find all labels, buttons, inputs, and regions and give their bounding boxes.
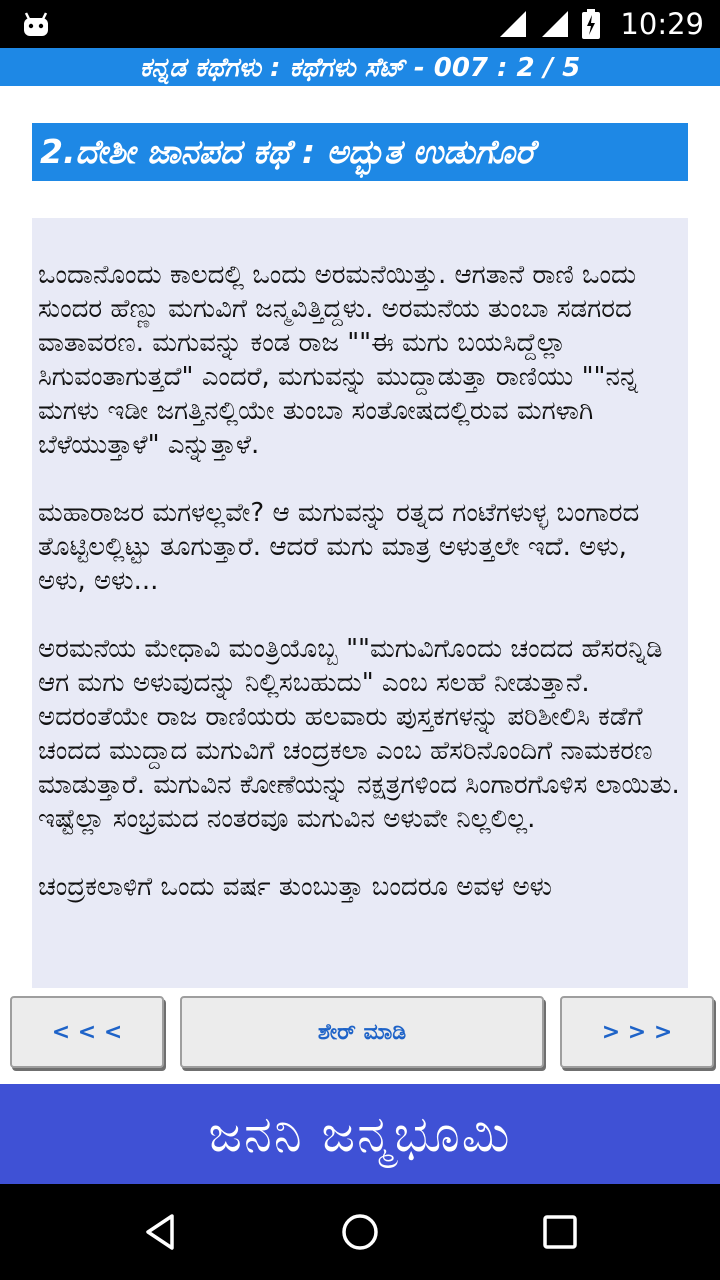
- previous-button[interactable]: < < <: [10, 996, 164, 1068]
- battery-charging-icon: [582, 9, 600, 39]
- app-title-bar: ಕನ್ನಡ ಕಥೆಗಳು : ಕಥೆಗಳು ಸೆಟ್ - 007 : 2 / 5: [0, 48, 720, 86]
- story-paragraph: ಚಂದ್ರಕಲಾಳಿಗೆ ಒಂದು ವರ್ಷ ತುಂಬುತ್ತಾ ಬಂದರೂ ಅವಳ ಅಳು: [38, 872, 553, 902]
- home-icon[interactable]: [338, 1210, 382, 1254]
- back-icon[interactable]: [138, 1210, 182, 1254]
- recents-icon[interactable]: [538, 1210, 582, 1254]
- story-paragraph: ಮಹಾರಾಜರ ಮಗಳಲ್ಲವೇ? ಆ ಮಗುವನ್ನು ರತ್ನದ ಗಂಟೆಗಳುಳ್ಳ ಬಂಗಾರದ ತೊಟ್ಟಿಲಲ್ಲಿಟ್ಟು ತೂಗುತ್ತಾರೆ. ಆದರೆ ಮಗು ಮಾತ್ರ ಅಳುತ್ತಲೇ ಇದೆ. ಅಳು, ಅಳು, ಅಳು...: [38, 498, 640, 596]
- story-controls: [0, 988, 720, 1084]
- story-paragraph: ಅರಮನೆಯ ಮೇಧಾವಿ ಮಂತ್ರಿಯೊಬ್ಬ ""ಮಗುವಿಗೊಂದು ಚಂದದ ಹೆಸರನ್ನಿಡಿ ಆಗ ಮಗು ಅಳುವುದನ್ನು ನಿಲ್ಲಿಸಬಹುದು" ಎಂಬ ಸಲಹೆ ನೀಡುತ್ತಾನೆ. ಅದರಂತೆಯೇ ರಾಜ ರಾಣಿಯರು ಹಲವಾರು ಪುಸ್ತಕಗಳನ್ನು ಪರಿಶೀಲಿಸಿ ಕಡೆಗೆ ಚಂದದ ಮುದ್ದಾದ ಮಗುವಿಗೆ ಚಂದ್ರಕಲಾ ಎಂಬ ಹೆಸರಿನೊಂದಿಗೆ ನಾಮಕರಣ ಮಾಡುತ್ತಾರೆ. ಮಗುವಿನ ಕೋಣೆಯನ್ನು ನಕ್ಷತ್ರಗಳಿಂದ ಸಿಂಗಾರಗೊಳಿಸ ಲಾಯಿತು. ಇಷ್ಟೆಲ್ಲಾ ಸಂಭ್ರಮದ ನಂತರವೂ ಮಗುವಿನ ಅಳುವೇ ನಿಲ್ಲಲಿಲ್ಲ.: [38, 634, 680, 834]
- wifi-icon: [498, 9, 528, 39]
- banner-text: ಜನನಿ ಜನ್ಮಭೂಮಿ: [208, 1104, 512, 1163]
- system-navigation-bar: [0, 1184, 720, 1280]
- story-scroll-panel[interactable]: [32, 218, 688, 988]
- story-paragraph: ಒಂದಾನೊಂದು ಕಾಲದಲ್ಲಿ ಒಂದು ಅರಮನೆಯಿತ್ತು. ಆಗತಾನೆ ರಾಣಿ ಒಂದು ಸುಂದರ ಹೆಣ್ಣು ಮಗುವಿಗೆ ಜನ್ಮವಿತ್ತಿದ್ದಳು. ಅರಮನೆಯ ತುಂಬಾ ಸಡಗರದ ವಾತಾವರಣ. ಮಗುವನ್ನು ಕಂಡ ರಾಜ ""ಈ ಮಗು ಬಯಸಿದ್ದೆಲ್ಲಾ ಸಿಗುವಂತಾಗುತ್ತದೆ" ಎಂದರೆ, ಮಗುವನ್ನು ಮುದ್ದಾಡುತ್ತಾ ರಾಣಿಯು ""ನನ್ನ ಮಗಳು ಇಡೀ ಜಗತ್ತಿನಲ್ಲಿಯೇ ತುಂಬಾ ಸಂತೋಷದಲ್ಲಿರುವ ಮಗಳಾಗಿ ಬೆಳೆಯುತ್ತಾಳೆ" ಎನ್ನುತ್ತಾಳೆ.: [38, 260, 638, 460]
- signal-icon: [540, 9, 570, 39]
- story-text: [32, 218, 688, 904]
- status-time: 10:29: [620, 7, 704, 41]
- status-bar: [0, 0, 720, 48]
- ad-banner[interactable]: [0, 1084, 720, 1184]
- story-heading: 2.ದೇಶೀ ಜಾನಪದ ಕಥೆ : ಅದ್ಭುತ ಉಡುಗೊರೆ: [32, 123, 688, 181]
- next-button[interactable]: > > >: [560, 996, 714, 1068]
- share-button[interactable]: ಶೇರ್ ಮಾಡಿ: [180, 996, 544, 1068]
- android-debug-icon: [22, 10, 50, 38]
